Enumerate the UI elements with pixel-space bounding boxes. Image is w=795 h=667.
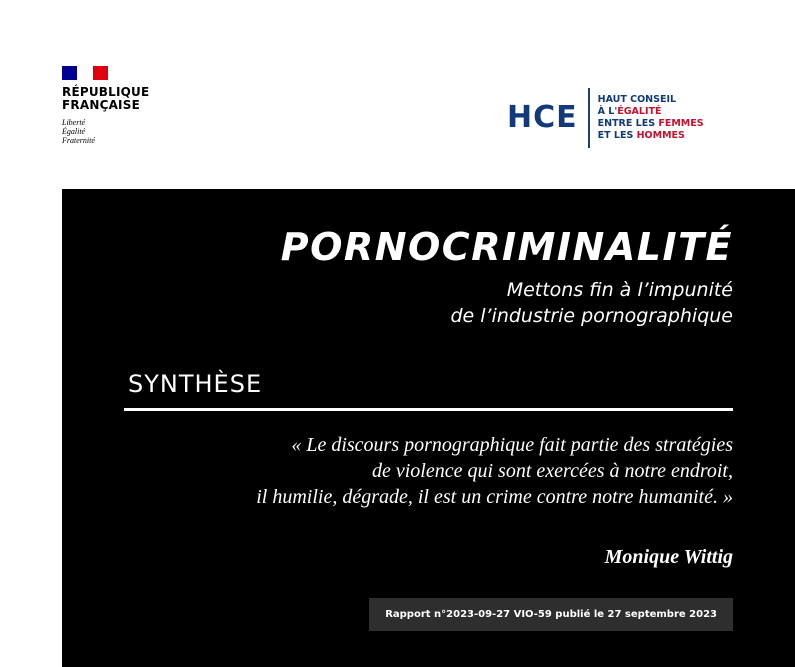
french-flag-icon [62,66,108,80]
quote-line: il humilie, dégrade, il est un crime contre notre humanité. » [256,486,733,508]
hce-line2 [598,106,704,118]
motto-egalite: Égalité [62,127,86,136]
quote-line: « Le discours pornographique fait partie des stratégies [291,434,733,456]
hce-separator [588,88,590,148]
section-label: SYNTHÈSE [128,370,263,398]
hce-line4 [598,130,704,142]
cover-panel [62,189,795,667]
hce-line2-a: À L' [597,106,618,117]
republique-motto [62,118,149,145]
subtitle-line2: de l’industrie pornographique [450,305,733,327]
republique-francaise-logo [62,66,149,145]
motto-liberte: Liberté [62,118,86,127]
hce-logo [507,88,704,148]
hce-line3 [598,118,704,130]
quote-line: de violence qui sont exercées à notre endroit, [372,460,733,482]
republique-name [62,86,149,112]
hce-acronym: HCE [507,100,578,135]
divider [124,408,733,411]
subtitle-line1: Mettons fin à l’impunité [506,279,733,301]
hce-line4-b: HOMMES [636,130,685,141]
hce-full-name [598,94,704,142]
hce-line3-a: ENTRE LES [597,118,659,129]
report-badge: Rapport n°2023-09-27 VIO-59 publié le 27 septembre 2023 [369,598,733,631]
quote-author: Monique Wittig [604,546,733,568]
hce-line1: HAUT CONSEIL [597,94,677,105]
republique-name-line1: RÉPUBLIQUE [62,85,150,99]
hce-line2-b: ÉGALITÉ [617,106,662,117]
quote [113,432,733,510]
motto-fraternite: Fraternité [62,136,95,145]
document-subtitle [450,277,733,329]
hce-line4-a: ET LES [597,130,637,141]
document-title: PORNOCRIMINALITÉ [280,225,733,269]
hce-line3-b: FEMMES [658,118,704,129]
republique-name-line2: FRANÇAISE [62,98,140,112]
